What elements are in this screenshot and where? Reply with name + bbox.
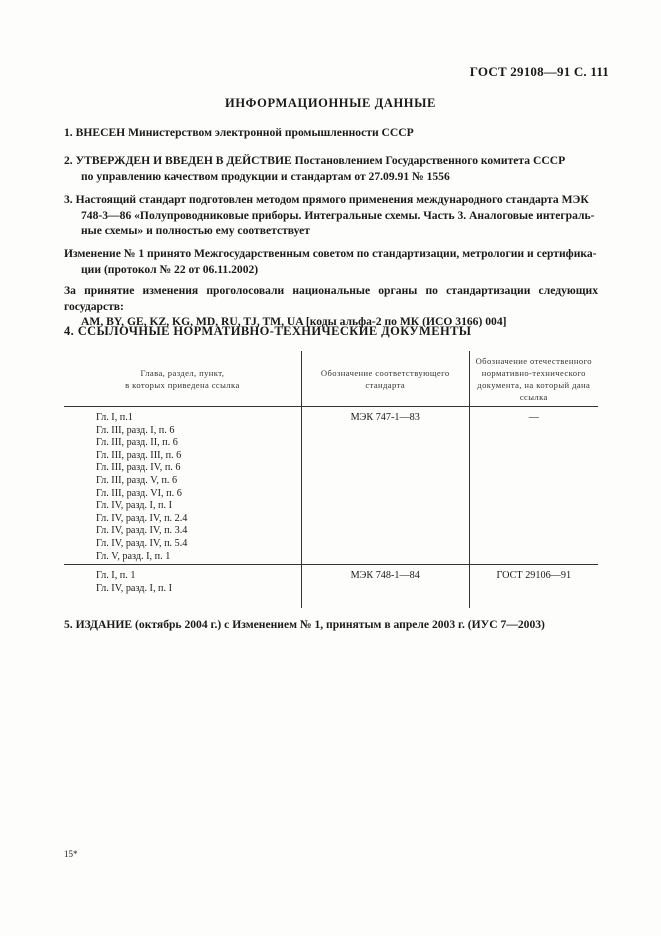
- table-row: [64, 565, 598, 609]
- item-3-line-1: 3. Настоящий стандарт подготовлен методом прямого применения международного стандарта МЭК: [64, 193, 589, 206]
- section-4-title: 4. ССЫЛОЧНЫЕ НОРМАТИВНО-ТЕХНИЧЕСКИЕ ДОКУМЕНТЫ: [64, 324, 472, 338]
- page-title: ИНФОРМАЦИОННЫЕ ДАННЫЕ: [225, 96, 436, 110]
- item-3-line-3: ные схемы» и полностью ему соответствует: [81, 224, 310, 237]
- table-row: [64, 407, 598, 565]
- standard-designation: МЭК 748-1—84: [301, 565, 469, 609]
- change-note: [64, 246, 598, 277]
- item-1: 1. ВНЕСЕН Министерством электронной промышленности СССР: [64, 126, 414, 139]
- table-header-row: [64, 351, 598, 407]
- vote-note: [64, 283, 598, 330]
- item-3: [64, 192, 598, 239]
- vote-note-line-2: AM, BY, GE, KZ, KG, MD, RU, TJ, TM, UA [коды альфа-2 по МК (ИСО 3166) 004]: [81, 315, 507, 328]
- item-2-line-2: по управлению качеством продукции и стандартам от 27.09.91 № 1556: [81, 169, 450, 183]
- change-note-line-1: Изменение № 1 принято Межгосударственным советом по стандартизации, метрологии и сертифика-: [64, 247, 597, 260]
- chapter-references: Гл. I, п. 1 Гл. IV, разд. I, п. I: [96, 570, 172, 594]
- change-note-line-2: ции (протокол № 22 от 06.11.2002): [81, 262, 259, 276]
- national-document: —: [469, 407, 598, 565]
- section-5: 5. ИЗДАНИЕ (октябрь 2004 г.) с Изменением № 1, принятым в апреле 2003 г. (ИУС 7—2003): [64, 618, 545, 631]
- standard-designation: МЭК 747-1—83: [301, 407, 469, 565]
- item-2: [64, 153, 598, 184]
- vote-note-line-1: За принятие изменения проголосовали национальные органы по стандартизации следующих государств:: [64, 284, 598, 313]
- reference-table: [64, 351, 598, 608]
- header-national-document: Обозначение отечественного нормативно-технического документа, на который дана ссылка: [469, 351, 598, 407]
- page-mark: 15*: [64, 849, 78, 859]
- header-standard: Обозначение соответствующего стандарта: [301, 351, 469, 407]
- item-2-line-1: 2. УТВЕРЖДЕН И ВВЕДЕН В ДЕЙСТВИЕ Постановлением Государственного комитета СССР: [64, 154, 566, 167]
- page-header: ГОСТ 29108—91 С. 111: [469, 64, 609, 79]
- item-3-line-2: 748-3—86 «Полупроводниковые приборы. Интегральные схемы. Часть 3. Аналоговые интеграль-: [81, 208, 595, 222]
- national-document: ГОСТ 29106—91: [496, 570, 572, 582]
- header-chapter: Глава, раздел, пункт, в которых приведена ссылка: [64, 351, 301, 407]
- chapter-references: Гл. I, п.1 Гл. III, разд. I, п. 6 Гл. III, разд. II, п. 6 Гл. III, разд. III, п. 6 Гл. III, разд. IV, п. 6 Гл. III, разд. V, п. 6 Гл. III, разд. VI, п. 6 Гл. IV, разд. I, п. I Гл. IV, разд. IV, п. 2.4 Гл. IV, разд. IV, п. 3.4 Гл. IV, разд. IV, п. 5.4 Гл. V, разд. I, п. 1: [64, 407, 301, 565]
